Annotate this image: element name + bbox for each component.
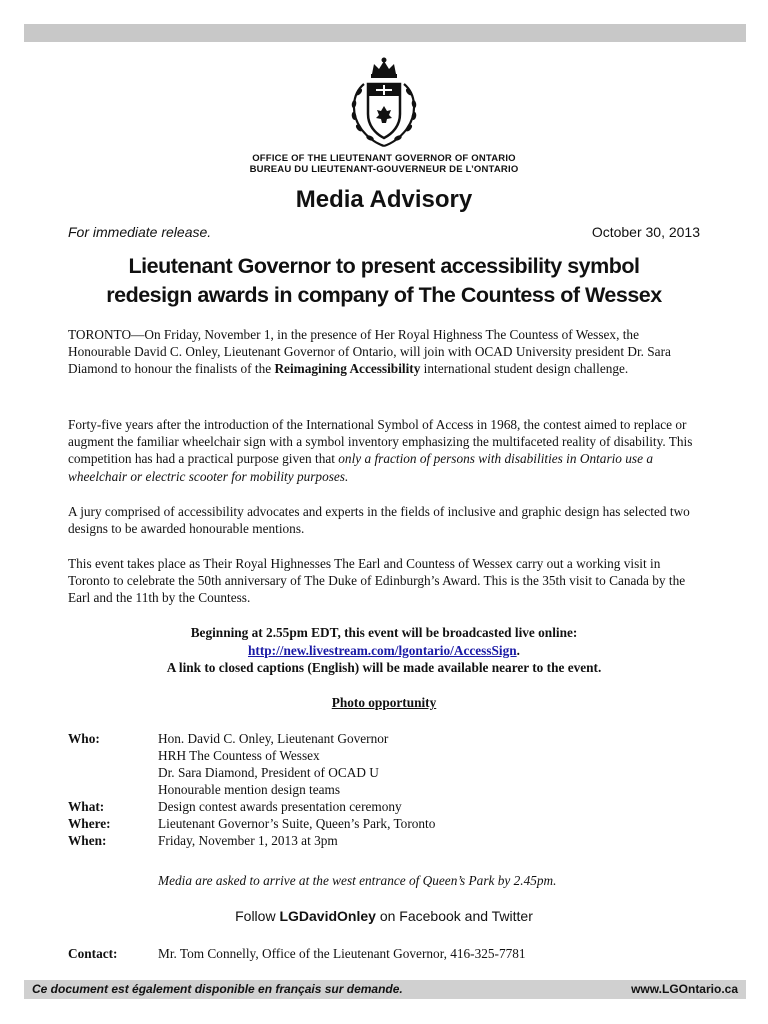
document-title: Media Advisory [295,186,473,213]
follow-suffix: on Facebook and Twitter [375,908,533,924]
paragraph-intro [68,326,700,378]
contest-name: Reimagining Accessibility [274,361,421,377]
office-name-english: OFFICE OF THE LIEUTENANT GOVERNOR OF ONTARIO [252,153,516,164]
intro-text-a: TORONTO—On Friday, November 1, in the presence of Her Royal Highness The Countess of Wessex, the Honourable David C. Onley, Lieutenant Governor of Ontario, will join with OCAD University president Dr. Sara Diamond to honour the finalists of the [68,327,671,377]
broadcast-link-line [40,642,728,660]
who-item: Hon. David C. Onley, Lieutenant Governor [158,731,389,746]
office-name-french: BUREAU DU LIEUTENANT-GOUVERNEUR DE L’ONTARIO [249,164,519,175]
where-value: Lieutenant Governor’s Suite, Queen’s Park, Toronto [158,816,436,831]
headline [40,252,728,310]
who-label: Who: [68,731,100,746]
social-follow [0,908,768,924]
when-value: Friday, November 1, 2013 at 3pm [158,833,338,848]
arrival-note: Media are asked to arrive at the west entrance of Queen’s Park by 2.45pm. [158,873,557,888]
what-label: What: [68,799,105,814]
release-date: October 30, 2013 [591,224,700,240]
photo-opportunity-heading: Photo opportunity [331,695,437,710]
contact-label: Contact: [68,946,118,961]
where-label: Where: [68,816,111,831]
headline-line-1: Lieutenant Governor to present accessibility symbol [128,254,640,278]
release-note: For immediate release. [68,224,212,240]
paragraph-history [68,416,700,485]
captions-note: A link to closed captions (English) will be made available nearer to the event. [166,660,602,675]
intro-text-b: international student design challenge. [420,361,629,377]
paragraph-visit: This event takes place as Their Royal Highnesses The Earl and Countess of Wessex carry out a working visit in Toronto to celebrate the 50th anniversary of The Duke of Edinburgh’s Award. This is the 35th visit to Canada by the Earl and the 11th by the Countess. [68,556,686,606]
follow-prefix: Follow [235,908,280,924]
who-item: Dr. Sara Diamond, President of OCAD U [158,765,379,780]
link-period: . [516,643,520,658]
livestream-link[interactable]: http://new.livestream.com/lgontario/AccessSign [248,643,517,658]
who-item: Honourable mention design teams [158,782,341,797]
footer-bar [24,980,746,999]
when-label: When: [68,833,107,848]
who-item: HRH The Countess of Wessex [158,748,320,763]
social-handle: LGDavidOnley [279,908,376,924]
broadcast-line: Beginning at 2.55pm EDT, this event will be broadcasted live online: [190,625,578,640]
contact-value: Mr. Tom Connelly, Office of the Lieutenant Governor, 416-325-7781 [158,946,526,961]
website-link[interactable]: www.LGOntario.ca [631,982,738,996]
history-text: Forty-five years after the introduction of the International Symbol of Access in 1968, the contest aimed to replace or augment the familiar wheelchair sign with a symbol inventory emphasizing the multifaceted reality of disability. This competition has had a practical purpose given that [68,417,693,467]
coat-of-arms-logo [342,56,426,152]
french-availability-note: Ce document est également disponible en français sur demande. [32,982,403,996]
history-emphasis: only a fraction of persons with disabilities in Ontario use a wheelchair or electric scooter for mobility purposes. [68,451,653,484]
paragraph-jury: A jury comprised of accessibility advocates and experts in the fields of inclusive and graphic design has selected two designs to be awarded honourable mentions. [68,504,690,537]
what-value: Design contest awards presentation ceremony [158,799,402,814]
headline-line-2: redesign awards in company of The Countess of Wessex [106,283,662,307]
top-bar [24,24,746,42]
